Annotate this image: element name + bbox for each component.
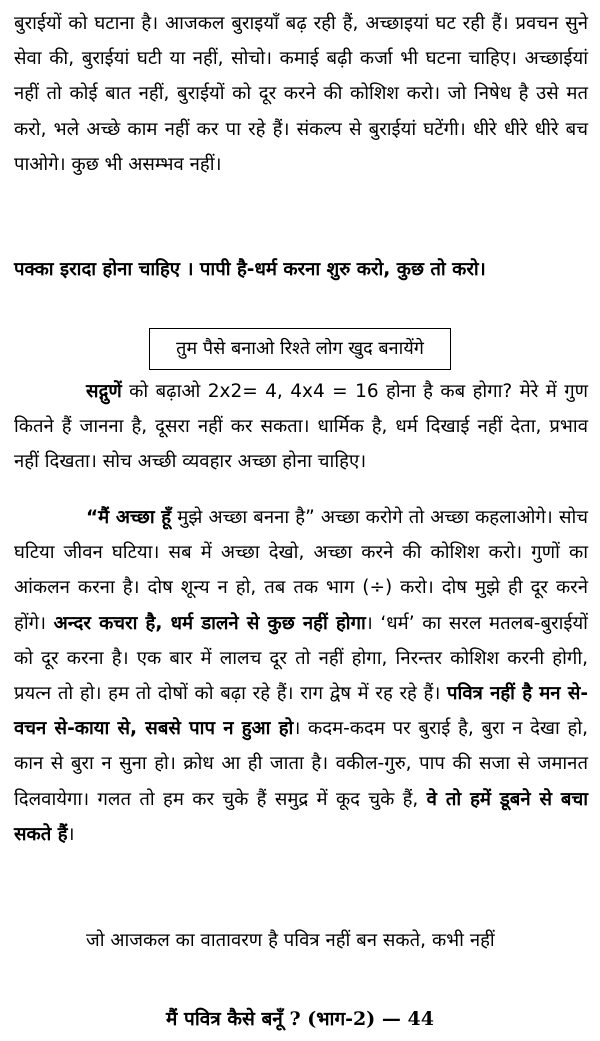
garbage-inside-phrase: अन्दर कचरा है, धर्म डालने से कुछ नहीं होगा: [53, 612, 366, 634]
i-am-good-text-4: ।: [67, 823, 75, 845]
i-am-good-phrase: “मैं अच्छा हूँ: [86, 507, 172, 528]
paragraph-firm-resolve: पक्का इरादा होना चाहिए । पापी है-धर्म करना शुरु करो, कुछ तो करो।: [14, 259, 486, 280]
paragraph-reduce-evils: बुराईयों को घटाना है। आजकल बुराइयाँ बढ़ रही हैं, अच्छाइयां घट रही हैं। प्रवचन सुने सेवा की, बुराईयां घटी या नहीं, सोचो। कमाई बढ़ी कर्जा भी घटना चाहिए। अच्छाईयां नहीं तो कोई बात नहीं, बुराईयों को दूर करने की कोशिश करो। जो निषेध है उसे मत करो, भले अच्छे काम नहीं कर पा रहे हैं। संकल्प से बुराईयां घटेंगी। धीरे धीरे धीरे बच पाओगे। कुछ भी असम्भव नहीं।: [14, 13, 588, 175]
boxed-quote: तुम पैसे बनाओ रिश्ते लोग खुद बनायेंगे: [149, 328, 451, 370]
i-am-good-text-3: । कदम-कदम पर बुराई है, बुरा न देखा हो, कान से बुरा न सुना हो। क्रोध आ ही जाता है। वकील-गुरु, पाप की सजा से जमानत दिलवायेगा। गलत तो हम कर चुके हैं समुद्र में कूद चुके हैं,: [14, 718, 589, 810]
save-from-drowning-phrase: वे तो हमें डूबने से बचा सकते हैं: [14, 788, 588, 845]
page-footer: मैं पवित्र कैसे बनूँ ? (भाग-2) — 44: [166, 1008, 434, 1030]
not-pure-phrase: पवित्र नहीं है मन से-वचन से-काया से, सबसे पाप न हुआ हो: [14, 683, 588, 740]
i-am-good-text-2: । ‘धर्म’ का सरल मतलब-बुराईयों को दूर करना है। एक बार में लालच दूर तो नहीं होगा, निरन्तर कोशिश करनी होगी, प्रयत्न तो हो। हम तो दोषों को बढ़ा रहे हैं। राग द्वेष में रह रहे हैं।: [14, 612, 588, 705]
paragraph-i-am-good: [14, 500, 588, 852]
virtues-text: को बढ़ाओ 2x2= 4, 4x4 = 16 होना है कब होगा? मेरे में गुण कितने हैं जानना है, दूसरा नहीं कर सकता। धार्मिक है, धर्म दिखाई नहीं देता, प्रभाव नहीं दिखता। सोच अच्छी व्यवहार अच्छा होना चाहिए।: [14, 381, 588, 473]
quote-box-wrapper: [0, 328, 600, 370]
paragraph-environment: जो आजकल का वातावरण है पवित्र नहीं बन सकते, कभी नहीं: [86, 930, 495, 951]
paragraph-virtues: [14, 374, 588, 480]
i-am-good-text-1: मुझे अच्छा बनना है” अच्छा करोगे तो अच्छा कहलाओगे। सोच घटिया जीवन घटिया। सब में अच्छा देखो, अच्छा करने की कोशिश करो। गुणों का आंकलन करना है। दोष शून्य न हो, तब तक भाग (÷) करो। दोष मुझे ही दूर करने होंगे।: [14, 507, 588, 634]
virtues-heading: सद्गुणें: [86, 381, 122, 402]
